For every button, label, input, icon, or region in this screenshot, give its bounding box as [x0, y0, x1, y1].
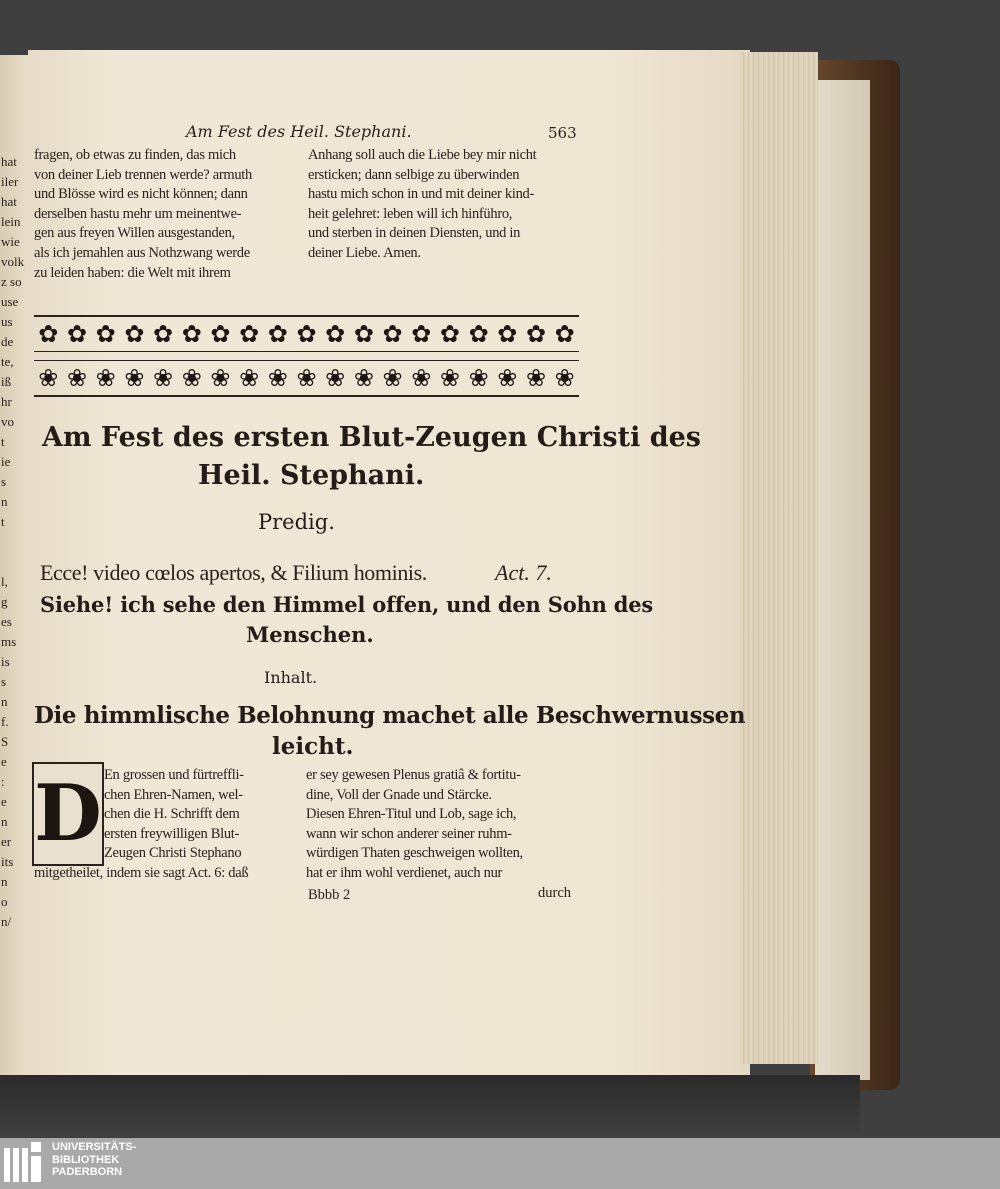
flower-ornament-icon: ❀ — [439, 364, 461, 392]
margin-fragment: t — [1, 514, 5, 529]
flower-ornament-icon: ✿ — [95, 320, 116, 348]
flower-ornament-icon: ✿ — [267, 320, 288, 348]
library-footer-bar — [0, 1138, 1000, 1189]
text-line: derselben hastu mehr um meinentwe- — [34, 205, 242, 222]
flower-ornament-icon: ❀ — [497, 364, 518, 392]
text-line: dine, Voll der Gnade und Stärcke. — [306, 786, 492, 803]
margin-fragment: wie — [1, 234, 20, 249]
text-line: von deiner Lieb trennen werde? armuth — [34, 166, 252, 183]
body-right-column — [306, 766, 580, 884]
flower-ornament-icon: ❀ — [239, 364, 260, 392]
margin-fragment: use — [1, 294, 19, 309]
margin-fragment: : — [1, 774, 5, 789]
catchword: durch — [538, 885, 572, 901]
flower-ornament-icon: ✿ — [439, 320, 461, 348]
margin-fragment: de — [1, 334, 14, 349]
latin-reference: Act. 7. — [495, 560, 552, 585]
theme-line1: Die himmlische Belohnung machet alle Beschwernussen — [34, 702, 746, 729]
flower-ornament-icon: ❀ — [181, 364, 202, 392]
top-right-column — [308, 146, 580, 264]
text-line: und sterben in deinen Diensten, und in — [308, 225, 521, 242]
margin-fragment — [1, 552, 29, 572]
top-left-column — [34, 146, 292, 283]
text-line: Anhang soll auch die Liebe bey mir nicht — [308, 147, 537, 163]
drop-cap-initial: D — [32, 762, 104, 866]
text-line: gen aus freyen Willen ausgestanden, — [34, 225, 235, 242]
page-number: 563 — [548, 124, 577, 142]
flower-ornament-icon: ❀ — [554, 364, 575, 392]
body-left-column — [34, 766, 296, 884]
text-line: deiner Liebe. Amen. — [308, 244, 421, 261]
margin-fragment: hr — [1, 394, 12, 409]
flower-ornament-icon: ❀ — [468, 364, 489, 392]
text-line: ersticken; dann selbige zu überwinden — [308, 166, 520, 183]
margin-fragment: e — [1, 754, 7, 769]
margin-fragment: its — [1, 854, 14, 869]
ornament-row-top — [34, 315, 579, 352]
text-line: En grossen und fürtreffli- — [104, 767, 244, 783]
text-line: ersten freywilligen Blut- — [104, 825, 240, 842]
flower-ornament-icon: ❀ — [353, 364, 374, 392]
text-line: fragen, ob etwas zu finden, das mich — [34, 147, 236, 163]
margin-fragment: is — [1, 654, 10, 669]
flower-ornament-icon: ✿ — [497, 320, 518, 348]
flower-ornament-icon: ✿ — [66, 320, 88, 348]
margin-fragment: o — [1, 894, 8, 909]
flower-ornament-icon: ✿ — [239, 320, 260, 348]
section-title-line2: Heil. Stephani. — [198, 460, 425, 491]
margin-fragment: f. — [1, 714, 9, 729]
flower-ornament-icon: ✿ — [411, 320, 432, 348]
flower-ornament-icon: ✿ — [124, 320, 145, 348]
margin-fragment: er — [1, 834, 12, 849]
text-line: er sey gewesen Plenus gratiâ & fortitu- — [306, 767, 521, 783]
library-logo-icon — [4, 1142, 44, 1185]
margin-fragment: hat — [1, 194, 17, 209]
margin-fragment: ms — [1, 634, 17, 649]
margin-fragment: es — [1, 614, 12, 629]
text-line: Diesen Ehren-Titul und Lob, sage ich, — [306, 806, 517, 823]
text-line: hastu mich schon in und mit deiner kind- — [308, 186, 535, 203]
margin-fragment: hat — [1, 154, 17, 169]
margin-fragment: n — [1, 814, 8, 829]
margin-fragment: lein — [1, 214, 21, 229]
margin-fragment: s — [1, 674, 7, 689]
flower-ornament-icon: ✿ — [210, 320, 231, 348]
flower-ornament-icon: ❀ — [382, 364, 403, 392]
margin-fragment: t — [1, 434, 5, 449]
margin-fragment: volk — [1, 254, 25, 269]
margin-fragment: n — [1, 494, 8, 509]
flower-ornament-icon: ❀ — [411, 364, 432, 392]
flower-ornament-icon: ✿ — [38, 320, 59, 348]
flower-ornament-icon: ❀ — [153, 364, 174, 392]
flower-ornament-icon: ❀ — [296, 364, 317, 392]
text-line: würdigen Thaten geschweigen wollten, — [306, 845, 523, 862]
running-title: Am Fest des Heil. Stephani. — [186, 122, 412, 141]
back-endpaper — [815, 80, 870, 1080]
german-quote-line1: Siehe! ich sehe den Himmel offen, und den Sohn des — [40, 592, 654, 617]
text-line: hat er ihm wohl verdienet, auch nur — [306, 864, 503, 881]
page-shadow — [0, 1075, 860, 1135]
flower-ornament-icon: ✿ — [554, 320, 575, 348]
flower-ornament-icon: ❀ — [210, 364, 231, 392]
text-line: mitgetheilet, indem sie sagt Act. 6: daß — [34, 864, 249, 881]
flower-ornament-icon: ❀ — [38, 364, 59, 392]
flower-ornament-icon: ✿ — [525, 320, 547, 348]
theme-line2: leicht. — [272, 733, 354, 760]
margin-fragment: iß — [1, 374, 12, 389]
margin-fragment: n — [1, 874, 8, 889]
margin-fragment: n/ — [1, 914, 12, 929]
flower-ornament-icon: ✿ — [296, 320, 317, 348]
logo-line-1: UNIVERSITÄTS- — [52, 1141, 137, 1153]
margin-fragment: s — [1, 474, 7, 489]
text-line: zu leiden haben: die Welt mit ihrem — [34, 264, 231, 281]
sermon-label: Predig. — [258, 510, 335, 534]
text-line: heit gelehret: leben will ich hinführo, — [308, 205, 513, 222]
margin-fragment: ie — [1, 454, 11, 469]
margin-fragment: z so — [1, 274, 22, 289]
logo-line-3: PADERBORN — [52, 1166, 123, 1178]
margin-fragment: te, — [1, 354, 14, 369]
ornament-row-bottom — [34, 360, 579, 397]
ornamental-border — [34, 315, 579, 405]
flower-ornament-icon: ✿ — [153, 320, 174, 348]
flower-ornament-icon: ✿ — [181, 320, 202, 348]
margin-fragment: e — [1, 794, 7, 809]
flower-ornament-icon: ❀ — [267, 364, 288, 392]
signature-mark: Bbbb 2 — [308, 887, 351, 903]
margin-fragment: S — [1, 734, 9, 749]
contents-label: Inhalt. — [264, 668, 318, 687]
flower-ornament-icon: ❀ — [66, 364, 88, 392]
flower-ornament-icon: ✿ — [353, 320, 374, 348]
margin-fragment: iler — [1, 174, 19, 189]
german-quote-line2: Menschen. — [246, 622, 374, 647]
facing-page-fragments — [1, 152, 29, 932]
text-line: als ich jemahlen aus Nothzwang werde — [34, 244, 250, 261]
text-line: und Blösse wird es nicht können; dann — [34, 186, 248, 203]
library-logo-text — [52, 1141, 136, 1179]
margin-fragment: n — [1, 694, 8, 709]
logo-line-2: BIBLIOTHEK — [52, 1153, 120, 1166]
flower-ornament-icon: ❀ — [124, 364, 145, 392]
margin-fragment: l, — [1, 574, 8, 589]
flower-ornament-icon: ❀ — [325, 364, 346, 392]
margin-fragment: us — [1, 314, 13, 329]
flower-ornament-icon: ❀ — [95, 364, 116, 392]
flower-ornament-icon: ✿ — [325, 320, 346, 348]
section-title-line1: Am Fest des ersten Blut-Zeugen Christi des — [42, 422, 701, 453]
text-line: wann wir schon anderer seiner ruhm- — [306, 825, 512, 842]
text-line: chen die H. Schrifft dem — [104, 806, 240, 823]
flower-ornament-icon: ❀ — [525, 364, 547, 392]
margin-fragment: vo — [1, 414, 14, 429]
text-line: Zeugen Christi Stephano — [104, 845, 242, 862]
margin-fragment — [1, 532, 29, 552]
margin-fragment: g — [1, 594, 8, 609]
flower-ornament-icon: ✿ — [468, 320, 489, 348]
flower-ornament-icon: ✿ — [382, 320, 403, 348]
latin-quote: Ecce! video cœlos apertos, & Filium hominis. — [40, 560, 427, 585]
page-block-edges — [740, 52, 818, 1064]
text-line: chen Ehren-Namen, wel- — [104, 786, 243, 803]
